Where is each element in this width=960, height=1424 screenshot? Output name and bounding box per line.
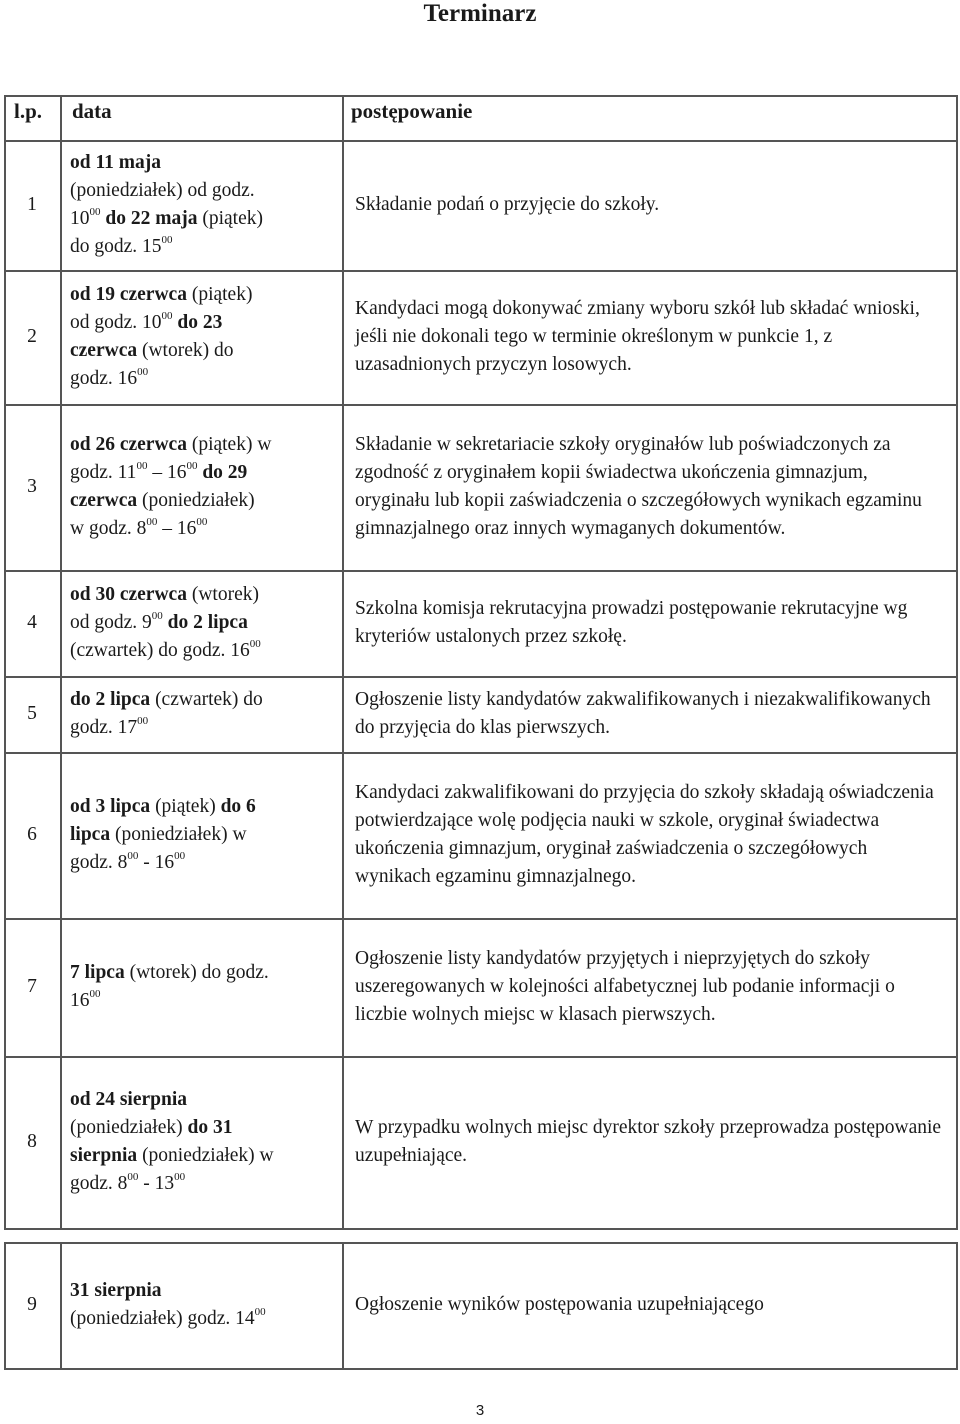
procedure-text: Składanie w sekretariacie szkoły oryginałów lub poświadczonych za zgodność z oryginałem kopii świadectwa ukończenia gimnazjum, oryginału lub kopii zaświadczenia o szczegółowych wynikach egzaminu gimnazjalnego oraz innych wymaganych dokumentów. (355, 434, 922, 539)
date-plain: (wtorek) do (137, 340, 234, 361)
superscript-minutes: 00 (254, 1305, 266, 1318)
superscript-minutes: 00 (196, 515, 208, 528)
date-bold: lipca (70, 824, 111, 845)
date-plain: od godz. 9 (70, 612, 152, 633)
date-plain: (piątek) (186, 284, 253, 305)
row-procedure (355, 752, 954, 918)
row-procedure (355, 270, 954, 404)
date-plain: (piątek) (150, 796, 221, 817)
superscript-minutes: 00 (127, 849, 139, 862)
procedure-text: Ogłoszenie listy kandydatów przyjętych i nieprzyjętych do szkoły uszeregowanych w kolejności alfabetycznej lub podanie informacji o liczbie wolnych miejsc w klasach pierwszych. (355, 948, 895, 1025)
row-date (70, 918, 342, 1056)
row-number (4, 404, 60, 570)
header-postepowanie: postępowanie (351, 99, 473, 123)
date-plain: w godz. 8 (70, 518, 147, 539)
row-date (70, 752, 342, 918)
date-text (70, 959, 277, 1015)
row-number (4, 918, 60, 1056)
date-bold: do 2 lipca (70, 689, 151, 710)
date-bold: od 3 lipca (70, 796, 151, 817)
superscript-minutes: 00 (249, 637, 261, 650)
date-text (70, 581, 269, 665)
row-date (70, 404, 342, 570)
date-plain: godz. 16 (70, 368, 138, 389)
row-number (4, 752, 60, 918)
date-plain: (poniedziałek) (137, 490, 255, 511)
procedure-text: Ogłoszenie listy kandydatów zakwalifikowanych i niezakwalifikowanych do przyjęcia do klas pierwszych. (355, 689, 931, 738)
date-plain: - 16 (138, 852, 175, 873)
date-plain: 16 (70, 990, 90, 1011)
procedure-text: Szkolna komisja rekrutacyjna prowadzi postępowanie rekrutacyjne wg kryteriów ustalonych przez szkołę. (355, 598, 908, 647)
procedure-text: Ogłoszenie wyników postępowania uzupełniającego (355, 1294, 764, 1315)
row-date (70, 570, 342, 676)
superscript-minutes: 00 (174, 849, 186, 862)
row-procedure (355, 676, 954, 752)
date-bold: do 29 (197, 462, 248, 483)
row-procedure (355, 140, 954, 270)
row-date (70, 676, 342, 752)
superscript-minutes: 00 (146, 515, 158, 528)
date-plain: (piątek) (197, 208, 263, 229)
procedure-text: W przypadku wolnych miejsc dyrektor szkoły przeprowadza postępowanie uzupełniające. (355, 1117, 942, 1166)
date-text (70, 431, 279, 543)
date-plain: godz. 8 (70, 1173, 128, 1194)
date-plain: (czwartek) do (150, 689, 263, 710)
date-plain: (poniedziałek) od godz. (70, 180, 255, 201)
date-bold: 7 lipca (70, 962, 125, 983)
row-number-text: 1 (27, 194, 37, 215)
row-number (4, 676, 60, 752)
date-plain: (poniedziałek) w (110, 824, 247, 845)
date-plain: 10 (70, 208, 90, 229)
date-text (70, 149, 271, 261)
superscript-minutes: 00 (186, 459, 198, 472)
date-bold: czerwca (70, 490, 138, 511)
date-plain: godz. 8 (70, 852, 128, 873)
header-data: data (72, 99, 112, 123)
row-number (4, 1242, 60, 1368)
date-bold: od 11 maja (70, 152, 162, 173)
superscript-minutes: 00 (89, 987, 101, 1000)
date-plain: (czwartek) do godz. 16 (70, 640, 250, 661)
table-rule-v (342, 1242, 344, 1368)
superscript-minutes: 00 (137, 365, 149, 378)
row-number (4, 570, 60, 676)
row-date (70, 1056, 342, 1228)
row-number-text: 5 (27, 703, 37, 724)
date-bold: do 2 lipca (162, 612, 248, 633)
row-procedure (355, 1056, 954, 1228)
superscript-minutes: 00 (161, 309, 173, 322)
superscript-minutes: 00 (137, 714, 149, 727)
row-number-text: 6 (27, 824, 37, 845)
row-number-text: 3 (27, 476, 37, 497)
schedule-table (4, 0, 958, 1424)
row-date (70, 270, 342, 404)
table-rule-v (342, 95, 344, 1228)
procedure-text: Kandydaci mogą dokonywać zmiany wyboru szkół lub składać wnioski, jeśli nie dokonali tego w terminie określonym w punkcie 1, z uzasadnionych przyczyn losowych. (355, 298, 920, 375)
page-number: 3 (475, 1402, 485, 1419)
date-plain: (poniedziałek) godz. 14 (70, 1308, 255, 1329)
superscript-minutes: 00 (174, 1170, 186, 1183)
date-bold: czerwca (70, 340, 138, 361)
superscript-minutes: 00 (161, 233, 173, 246)
date-bold: od 19 czerwca (70, 284, 187, 305)
superscript-minutes: 00 (89, 205, 101, 218)
date-plain: (poniedziałek) (70, 1117, 188, 1138)
date-bold: do 23 (172, 312, 223, 333)
date-bold: do 31 (187, 1117, 233, 1138)
date-plain: – 16 (147, 462, 187, 483)
superscript-minutes: 00 (151, 609, 163, 622)
date-plain: – 16 (157, 518, 197, 539)
date-plain: od godz. 10 (70, 312, 162, 333)
date-plain: (poniedziałek) w (137, 1145, 274, 1166)
date-text (70, 793, 264, 877)
row-procedure (355, 918, 954, 1056)
table-rule-v (60, 95, 62, 1228)
date-plain: (wtorek) do godz. (124, 962, 269, 983)
date-plain: - 13 (138, 1173, 175, 1194)
table-rule-h (4, 95, 958, 97)
date-plain: godz. 11 (70, 462, 137, 483)
document-title: Terminarz (423, 0, 537, 27)
superscript-minutes: 00 (127, 1170, 139, 1183)
row-number-text: 8 (27, 1131, 37, 1152)
date-bold: 31 sierpnia (70, 1280, 162, 1301)
row-number-text: 9 (27, 1294, 37, 1315)
table-rule-v (956, 1242, 958, 1368)
date-bold: sierpnia (70, 1145, 138, 1166)
table-rule-v (60, 1242, 62, 1368)
row-procedure (355, 570, 954, 676)
date-text (70, 1277, 274, 1333)
date-plain: (piątek) w (186, 434, 272, 455)
table-rule-v (956, 95, 958, 1228)
date-bold: od 30 czerwca (70, 584, 187, 605)
date-text (70, 1086, 282, 1198)
row-number-text: 4 (27, 612, 37, 633)
table-rule-h (4, 1368, 958, 1370)
date-plain: (wtorek) (186, 584, 259, 605)
procedure-text: Składanie podań o przyjęcie do szkoły. (355, 194, 660, 215)
row-date (70, 1242, 342, 1368)
row-number (4, 140, 60, 270)
header-lp: l.p. (14, 99, 43, 123)
row-procedure (355, 1242, 954, 1368)
row-date (70, 140, 342, 270)
date-text (70, 281, 260, 393)
row-number-text: 2 (27, 326, 37, 347)
date-text (70, 686, 271, 742)
date-bold: do 22 maja (100, 208, 198, 229)
date-bold: od 26 czerwca (70, 434, 187, 455)
superscript-minutes: 00 (136, 459, 148, 472)
row-procedure (355, 404, 954, 570)
row-number (4, 1056, 60, 1228)
procedure-text: Kandydaci zakwalifikowani do przyjęcia do szkoły składają oświadczenia potwierdzające wolę podjęcia nauki w szkole, oryginał świadectwa ukończenia gimnazjum, oryginał zaświadczenia o szczegółowych wynikach egzaminu gimnazjalnego. (355, 782, 934, 887)
table-rule-h (4, 1228, 958, 1230)
date-bold: od 24 sierpnia (70, 1089, 188, 1110)
date-bold: do 6 (220, 796, 256, 817)
row-number-text: 7 (27, 976, 37, 997)
date-plain: do godz. 15 (70, 236, 162, 257)
date-plain: godz. 17 (70, 717, 138, 738)
row-number (4, 270, 60, 404)
